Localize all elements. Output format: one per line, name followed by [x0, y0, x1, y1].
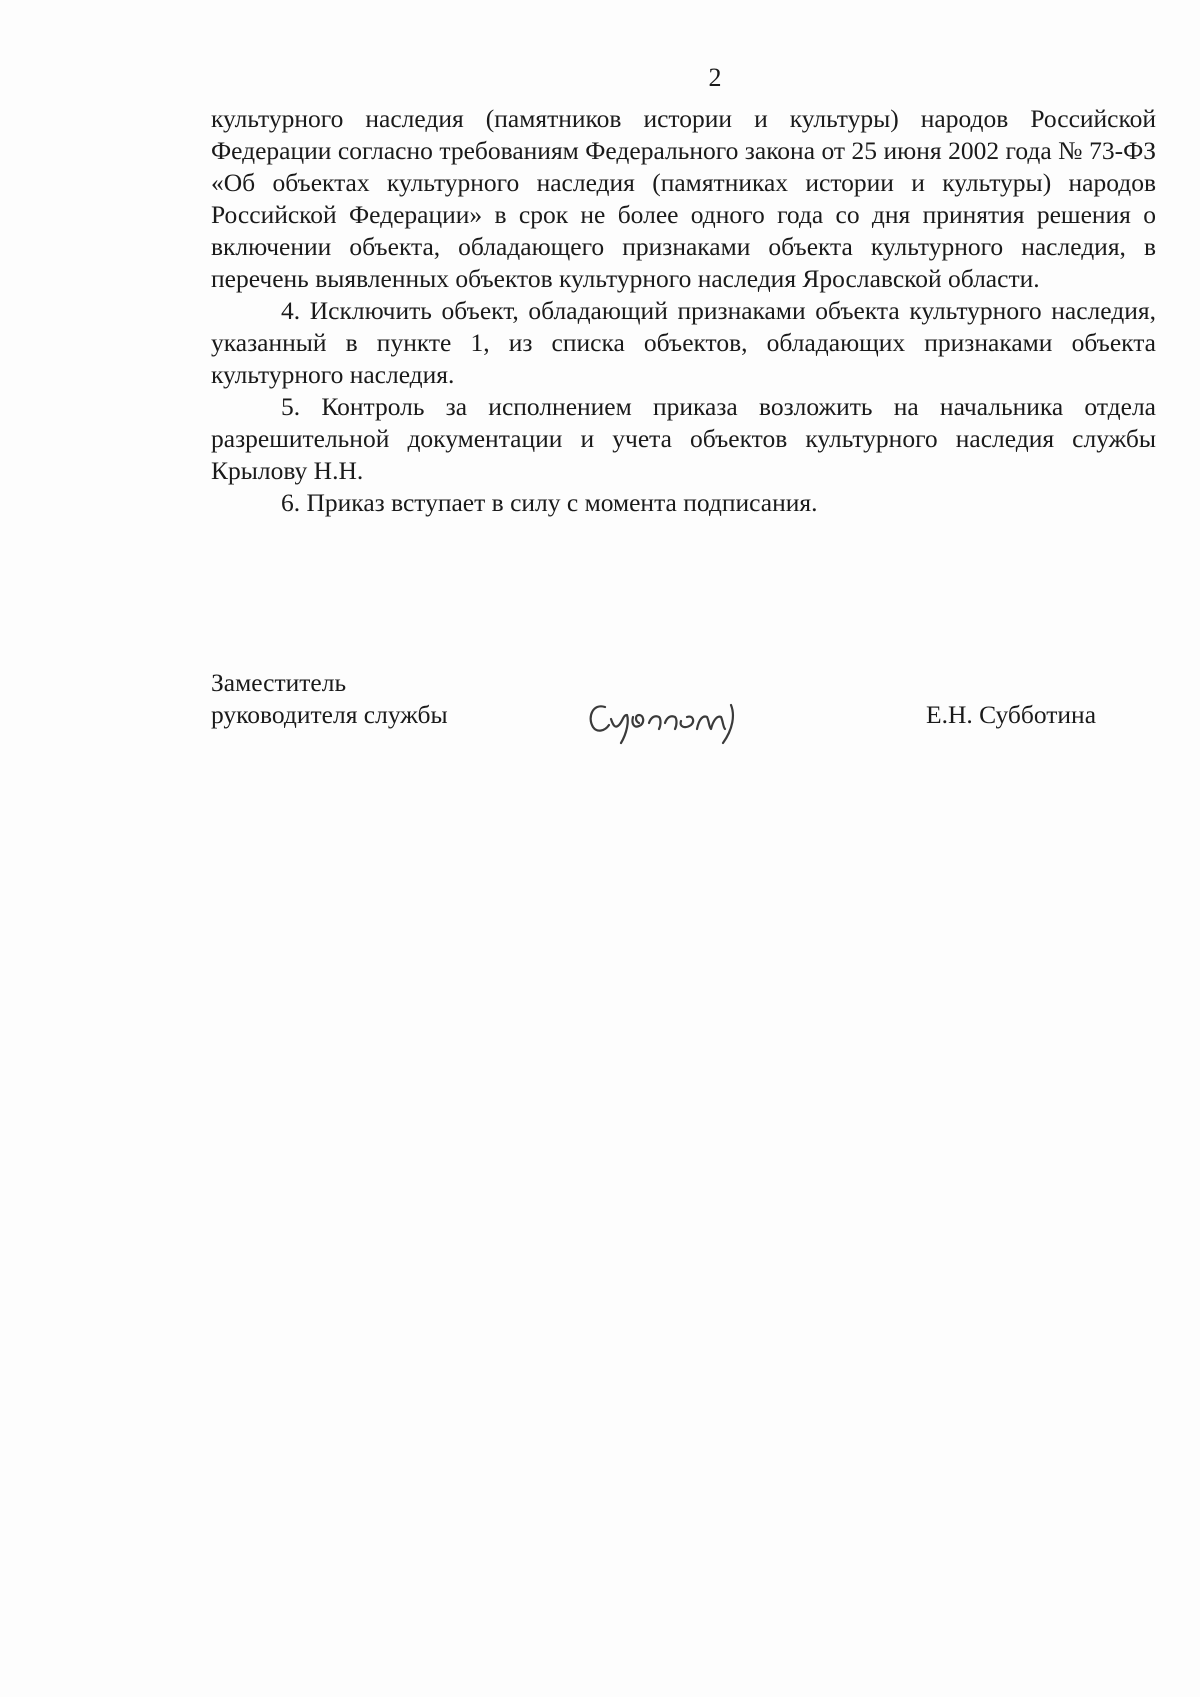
paragraph-item-4: 4. Исключить объект, обладающий признаками объекта культурного наследия, указанный в пункте 1, из списка объектов, обладающих признаками объекта культурного наследия. — [211, 296, 1156, 389]
handwritten-signature — [583, 685, 753, 765]
paragraph-item-6: 6. Приказ вступает в силу с момента подписания. — [281, 488, 818, 517]
signatory-position-line1: Заместитель — [211, 668, 347, 697]
signatory-position — [211, 667, 511, 731]
paragraph-item-5: 5. Контроль за исполнением приказа возложить на начальника отдела разрешительной документации и учета объектов культурного наследия службы Крылову Н.Н. — [211, 392, 1156, 485]
signature-block — [211, 667, 1156, 757]
signatory-position-line2: руководителя службы — [211, 700, 448, 729]
document-body — [211, 103, 1156, 519]
signature-stroke — [591, 705, 733, 743]
paragraph-continuation: культурного наследия (памятников истории и культуры) народов Российской Федерации согласно требованиям Федерального закона от 25 июня 2002 года № 73-ФЗ «Об объектах культурного наследия (памятниках истории и культуры) народов Российской Федерации» в срок не более одного года со дня принятия решения о включении объекта, обладающего признаками объекта культурного наследия, в перечень выявленных объектов культурного наследия Ярославской области. — [211, 104, 1156, 293]
signatory-name: Е.Н. Субботина — [926, 700, 1097, 729]
page-number: 2 — [708, 63, 722, 92]
